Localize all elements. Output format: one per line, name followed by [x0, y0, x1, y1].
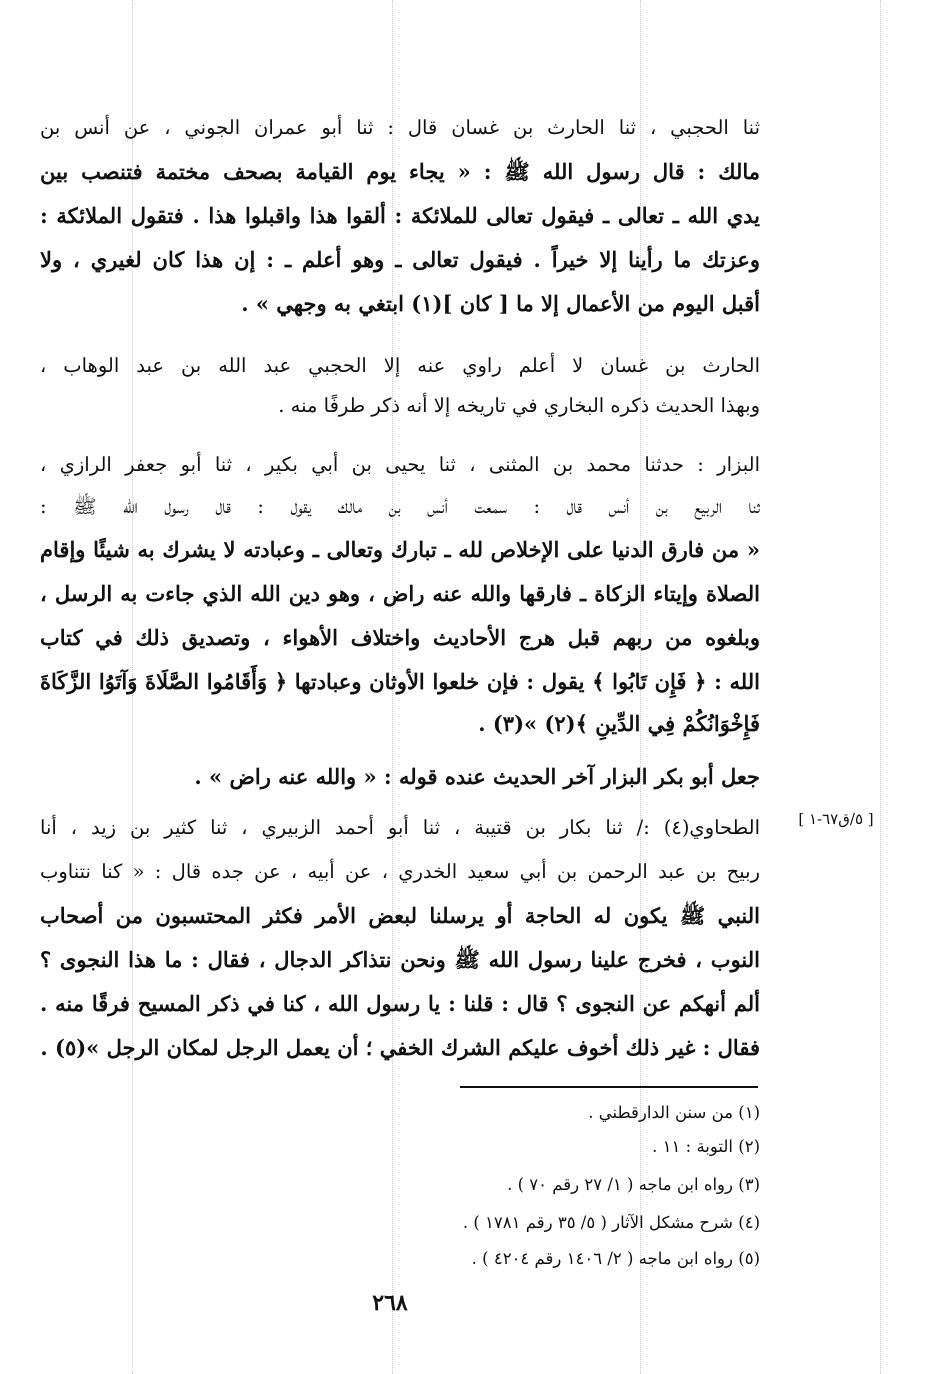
text-line: ثنا الحجبي ، ثنا الحارث بن غسان قال : ثنا أبو عمران الجوني ، عن أنس بن [40, 116, 760, 139]
text-line: جعل أبو بكر البزار آخر الحديث عنده قوله : « والله عنه راض » . [194, 764, 760, 789]
paragraph-commentary-2 [40, 755, 760, 799]
text-line: ربيح بن عبد الرحمن بن أبي سعيد الخدري ، عن أبيه ، عن جده قال : « كنا نتناوب [40, 860, 760, 883]
text-line: النبي ﷺ يكون له الحاجة أو يرسلنا لبعض الأمر فكثر المحتسبون من أصحاب [40, 903, 760, 928]
text-line: فقال : غير ذلك أخوف عليكم الشرك الخفي ؛ أن يعمل الرجل لمكان الرجل »(٥) . [40, 1035, 760, 1060]
paragraph-hadith-3 [40, 806, 760, 1070]
text-line: أقبل اليوم من الأعمال إلا ما [ كان ](١) ابتغي به وجهي » . [241, 291, 760, 316]
text-line: وبهذا الحديث ذكره البخاري في تاريخه إلا أنه ذكر طرفًا منه . [278, 394, 760, 417]
footnote-5: (٥) رواه ابن ماجه ( ٢/ ١٤٠٦ رقم ٤٢٠٤ ) . [471, 1249, 760, 1268]
text-line: الطحاوي(٤) :/ ثنا بكار بن قتيبة ، ثنا أبو أحمد الزبيري ، ثنا كثير بن زيد ، أنا [40, 816, 760, 839]
text-line: « من فارق الدنيا على الإخلاص لله ـ تبارك وتعالى ـ وعبادته لا يشرك به شيئًا وإقام [40, 537, 760, 562]
page-number: ٢٦٨ [372, 1290, 408, 1316]
text-line: الحارث بن غسان لا أعلم راوي عنه إلا الحجبي عبد الله بن عبد الوهاب ، [40, 354, 760, 377]
paragraph-commentary-1 [40, 346, 760, 426]
text-line: وعزتك ما رأينا إلا خيراً . فيقول تعالى ـ وهو أعلم ـ : إن هذا كان لغيري ، ولا [40, 247, 760, 272]
text-line: الله : ﴿ فَإِن تَابُوا ﴾ يقول : فإن خلعوا الأوثان وعبادتها ﴿ وَأَقَامُوا الصَّلَاةَ وَآتَوُا الزَّكَاةَ [40, 669, 760, 694]
manuscript-folio-marker: [ ٥/ق٦٧-١ ] [798, 810, 874, 828]
text-line: يدي الله ـ تعالى ـ فيقول تعالى للملائكة : ألقوا هذا واقبلوا هذا . فتقول الملائكة : [40, 203, 760, 228]
text-line: مالك : قال رسول الله ﷺ : « يجاء يوم القيامة بصحف مختمة فتنصب بين [40, 159, 760, 184]
paragraph-hadith-1 [40, 106, 760, 326]
text-line: وبلغوه من ربهم قبل هرج الأحاديث واختلاف الأهواء ، وتصديق ذلك في كتاب [40, 625, 760, 650]
scan-grid-line [880, 0, 881, 1374]
footnote-4: (٤) شرح مشكل الآثار ( ٥/ ٣٥ رقم ١٧٨١ ) . [462, 1213, 760, 1232]
footnote-3: (٣) رواه ابن ماجه ( ١/ ٢٧ رقم ٧٠ ) . [507, 1175, 760, 1194]
footnote-separator [460, 1086, 758, 1088]
footnote-2: (٢) التوبة : ١١ . [652, 1137, 760, 1156]
footnote-1: (١) من سنن الدارقطني . [588, 1103, 760, 1122]
text-line: الصلاة وإيتاء الزكاة ـ فارقها والله عنه راض ، وهو دين الله الذي جاءت به الرسل ، [40, 581, 760, 606]
text-line: النوب ، فخرج علينا رسول الله ﷺ ونحن نتذاكر الدجال ، فقال : ما هذا النجوى ؟ [40, 947, 760, 972]
text-line: ثنا الربيع بن أنس قال : سمعت أنس بن مالك يقول : قال رسول الله ﷺ : [40, 495, 760, 518]
text-line: فَإِخْوَانُكُمْ فِي الدِّينِ ﴾(٢) »(٣) . [478, 711, 760, 736]
paragraph-hadith-2 [40, 444, 760, 744]
text-line: ألم أنهكم عن النجوى ؟ قال : قلنا : يا رسول الله ، كنا في ذكر المسيح فرقًا منه . [40, 991, 760, 1016]
text-line: البزار : حدثنا محمد بن المثنى ، ثنا يحيى بن أبي بكير ، ثنا أبو جعفر الرازي ، [40, 453, 760, 476]
